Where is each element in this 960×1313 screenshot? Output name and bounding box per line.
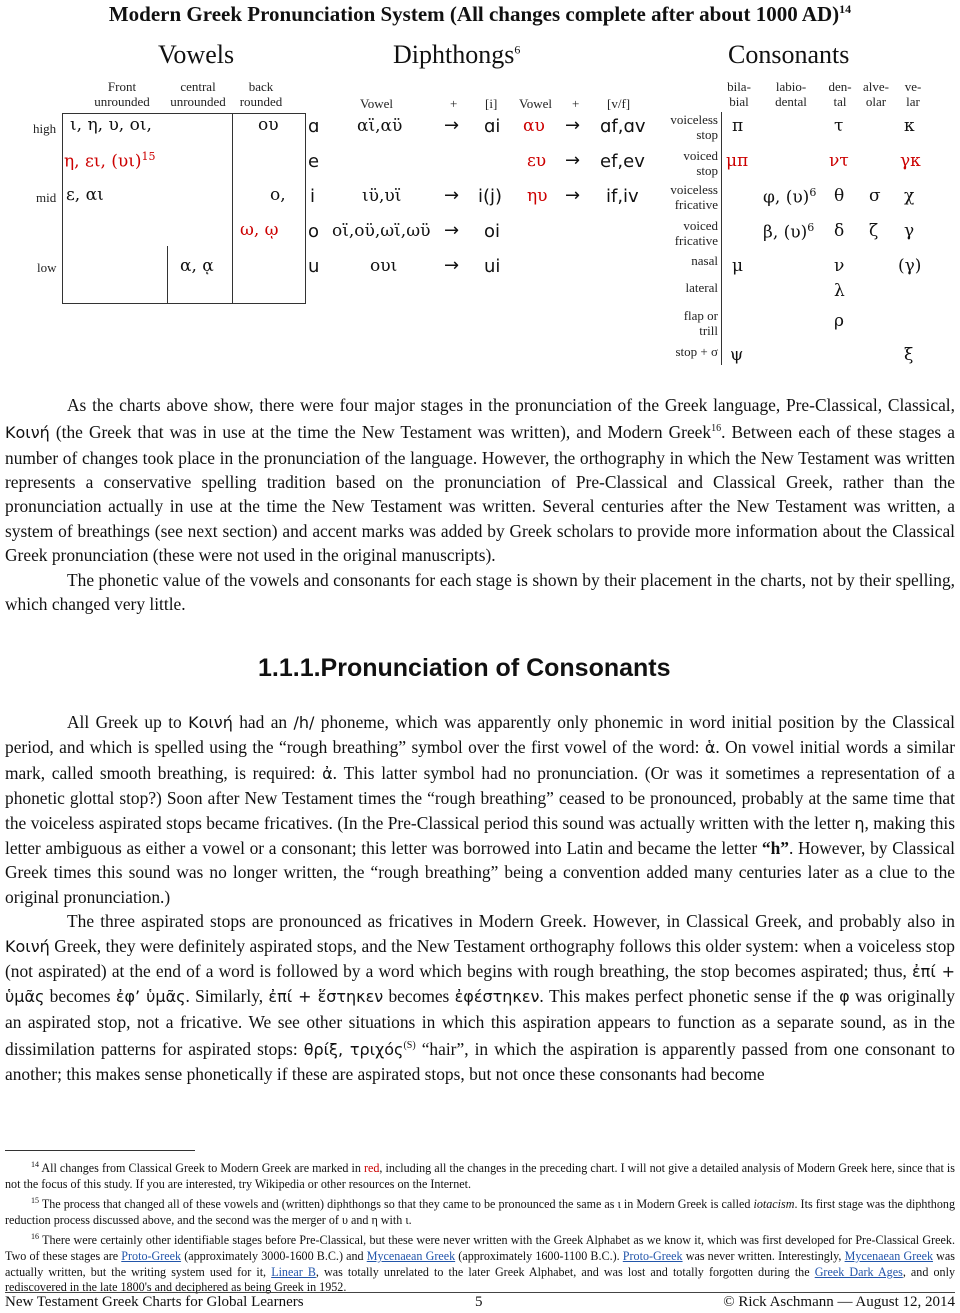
vowel-high2-front: η, ει, $(\upsilon\iota)^{15}$ (64, 150, 156, 172)
cons-lambda: λ (834, 281, 845, 301)
cons-psi: ψ (730, 345, 744, 365)
cons-zeta: ζ (869, 221, 879, 241)
footer-right: © Rick Aschmann — August 12, 2014 (723, 1294, 955, 1310)
vowels-heading: Vowels (158, 40, 235, 69)
diph-hdr-vowel2: Vowel (519, 96, 552, 111)
vowel-row-low: low (37, 260, 57, 275)
paragraph: As the charts above show, there were four major stages in the pronunciation of the Greek language, Pre-Classical, Classical, Κοινή (the Greek that was in use at the time the New Testament was written), and Modern Greek$^{16}$. Between each of these stages a number of changes took place in the pronunciation of the language. However, the orthography in which the New Testament was written represents a conservative spelling tradition based on the pronunciation of Pre-Classical and Classical Greek, rather than the pronunciation actually in use at the time the New Testament was written. Several centuries after the New Testament was written, a system of breathings (see next section) and accent marks was added by Greek scholars to provide more information about the Classical Greek pronunciation (these were not used in the original manuscripts). (5, 395, 955, 566)
diph-result-2: ef,ev (600, 151, 645, 172)
page-title: Modern Greek Pronunciation System (All changes complete after about 1000 AD)$^{14}$ (108, 2, 852, 26)
cons-theta: θ (834, 186, 845, 206)
diph-vowel: i (310, 186, 316, 207)
arrow-icon: → (444, 115, 460, 136)
cons-col-labiodental: labio- dental (775, 79, 807, 109)
diph-greek: ιϋ,υϊ (362, 186, 402, 206)
cons-row-vd-fric: voiced fricative (674, 218, 718, 248)
diph-hdr-vowel1: Vowel (360, 96, 393, 111)
diph-vowel: o (308, 221, 320, 242)
cons-row-flap: flap or trill (683, 308, 718, 338)
diph-greek: αϊ,αϋ (357, 116, 403, 136)
cons-tau: τ (834, 116, 844, 136)
cons-phi: φ, $(\upsilon)^6$ (763, 186, 817, 208)
cons-rho: ρ (834, 311, 844, 331)
diph-vowel: e (308, 151, 320, 172)
cons-gamma: γ (904, 221, 915, 241)
arrow-icon: → (444, 220, 460, 241)
intro-text (5, 393, 955, 616)
diph-result: i(j) (478, 186, 503, 207)
vowel-row-mid: mid (36, 190, 57, 205)
consonants-heading: Consonants (728, 40, 850, 69)
diph-greek: οϊ,οϋ,ωϊ,ωϋ (332, 221, 431, 241)
diphthongs-heading: Diphthongs$^6$ (393, 40, 521, 69)
vowel-high-back: ου (258, 115, 279, 135)
footnote-14: $^{14}$ All changes from Classical Greek to Modern Greek are marked in red, including all the changes in the preceding chart. I will not give a detailed analysis of Modern Greek here, since that is not the focus of this study. If you are interested, try Wikipedia or other resources on the Internet. (5, 1160, 955, 1191)
link-mycenaean-greek[interactable]: Mycenaean Greek (844, 1248, 934, 1263)
cons-row-nasal: nasal (691, 253, 718, 268)
arrow-icon: → (565, 150, 581, 171)
diph-result-2: ɑf,ɑv (600, 116, 646, 137)
paragraph: The phonetic value of the vowels and consonants for each stage is shown by their placement in the charts, not by their spelling, which changed very little. (5, 569, 955, 615)
link-proto-greek[interactable]: Proto-Greek (622, 1248, 683, 1263)
cons-delta: δ (834, 221, 845, 241)
footnote-16: $^{16}$ There were certainly other identifiable stages before Pre-Classical, but these were never written with the Greek Alphabet as we know it, which was first developed for Pre-Classical Greek. Two of these stages are Proto-Greek (approximately 3000-1600 B.C.) and Mycenaean Greek (approximately 1600-1100 B.C.). Proto-Greek was never written. Interestingly, Mycenaean Greek was actually written, but the writing system used for it, Linear B, was totally unrelated to the later Greek Alphabet, and was lost and totally forgotten during the Greek Dark Ages, and only rediscovered in the late 1800's and deciphered as being Greek in 1952. (5, 1231, 955, 1295)
footnote-divider (5, 1150, 195, 1151)
cons-row-vl-fric: voiceless fricative (670, 182, 718, 212)
cons-row-vl-stop: voiceless stop (670, 112, 718, 142)
cons-nt: ντ (829, 151, 849, 171)
diph-result: oi (484, 221, 501, 242)
cons-col-bilabial: bila- bial (727, 79, 751, 109)
paragraph: The three aspirated stops are pronounced as fricatives in Modern Greek. However, in Classical Greek, and probably also in Κοινή Greek, they were definitely aspirated stops, and the New Testament orthography follows this older system: when a voiceless stop (not aspirated) at the end of a word is followed by a word which begins with rough breathing, the stop becomes aspirated; thus, ἐπί + ὑμᾶς becomes ἐφ’ ὑμᾶς. Similarly, ἐπί + ἕστηκεν becomes ἐφέστηκεν. This makes perfect phonetic sense if the φ was originally an aspirated stop, not a fricative. We see other situations in which this aspiration appears to function as a separate sound, as in the dissimilation patterns for aspirated stops: θρίξ, τριχός$^{(S)}$ “hair”, in which the aspiration is apparently passed from one consonant to another; this makes sense phonetically if these are aspirated stops, but not once these consonants had become (5, 911, 955, 1085)
diph-hdr-plus1: + (450, 96, 458, 111)
link-mycenaean-greek[interactable]: Mycenaean Greek (366, 1248, 456, 1263)
diph-result: ɑi (484, 116, 501, 137)
vowel-mid-back: ο, (270, 185, 286, 205)
cons-gk: γκ (900, 151, 921, 171)
section-heading: 1.1.1.Pronunciation of Consonants (258, 654, 671, 682)
cons-pi: π (732, 116, 744, 136)
arrow-icon: → (565, 185, 581, 206)
diph-result-2: if,iv (606, 186, 639, 207)
diph-vowel: u (308, 256, 320, 277)
consonants-text (5, 710, 955, 1087)
cons-nu: ν (834, 256, 845, 276)
vowel-col-central: central unrounded (170, 79, 226, 109)
cons-mu: μ (732, 256, 744, 276)
page-footer (5, 1292, 955, 1311)
link-linear-b[interactable]: Linear B (271, 1264, 316, 1279)
vowel-row-high: high (33, 121, 57, 136)
cons-row-lateral: lateral (685, 280, 718, 295)
footer-left: New Testament Greek Charts for Global Learners (5, 1294, 304, 1310)
diph-greek-2: ευ (527, 151, 547, 171)
cons-row-stop-s: stop + σ (675, 344, 718, 359)
cons-row-vd-stop: voiced stop (683, 148, 718, 178)
vowel-col-front: Front unrounded (94, 79, 150, 109)
cons-col-dental: den- tal (828, 79, 852, 109)
diph-greek-2: ηυ (527, 186, 548, 206)
vowel-mid2-back: ω, ῳ (240, 220, 279, 240)
diph-greek-2: αυ (523, 116, 545, 136)
diph-hdr-vf: [v/f] (607, 96, 631, 111)
arrow-icon: → (444, 185, 460, 206)
vowel-divider-low (167, 246, 168, 304)
vowel-high-front: ι, η, υ, οι, (70, 115, 152, 135)
arrow-icon: → (565, 115, 581, 136)
link-proto-greek[interactable]: Proto-Greek (121, 1248, 182, 1263)
cons-kappa: κ (904, 116, 915, 136)
arrow-icon: → (444, 255, 460, 276)
cons-col-velar: ve- lar (904, 79, 922, 109)
cons-gamma-nasal: (γ) (898, 256, 922, 276)
cons-mp: μπ (726, 151, 749, 171)
cons-beta: β, $(\upsilon)^6$ (763, 221, 815, 243)
link-greek-dark-ages[interactable]: Greek Dark Ages (814, 1264, 903, 1279)
diph-result: ui (484, 256, 501, 277)
cons-chart-line (721, 112, 722, 365)
diph-hdr-i: [i] (485, 96, 498, 111)
footnotes (5, 1157, 955, 1296)
diph-vowel: ɑ (308, 116, 320, 137)
diph-greek: ουι (370, 256, 398, 276)
paragraph: All Greek up to Κοινή had an /h/ phoneme, which was apparently only phonemic in word initial position by the Classical period, and which is spelled using the “rough breathing” symbol over the first vowel of the word: ἁ. On vowel initial words a similar mark, called smooth breathing, is required: ἀ. This latter symbol had no pronunciation. (Or was it sometimes a representation of a phonetic glottal stop?) Soon after New Testament times the “rough breathing” ceased to be pronounced, probably at the same time that the voiceless aspirated stops became fricatives. (In the Pre-Classical period this sound was actually written with the letter η, making this letter ambiguous as either a vowel or a consonant; this letter was borrowed into Latin and became the letter “h”. However, by Classical Greek times this sound was no longer written, the “rough breathing” being a convention added many centuries later as a clue to the original pronunciation.) (5, 712, 955, 907)
diph-hdr-plus2: + (572, 96, 580, 111)
cons-xi: ξ (904, 345, 914, 365)
vowel-mid-front: ε, αι (66, 185, 104, 205)
footnote-15: $^{15}$ The process that changed all of these vowels and (written) diphthongs so that they came to be pronounced the same as ι in Modern Greek is called iotacism. Its first stage was the diphthong reduction process discussed above, and the second was the merger of υ and η with ι. (5, 1195, 955, 1227)
cons-chi: χ (904, 186, 915, 206)
page-number: 5 (475, 1294, 483, 1310)
vowel-col-back: back rounded (239, 79, 283, 109)
cons-sigma: σ (869, 186, 881, 206)
vowel-low-central: α, ᾳ (180, 256, 214, 276)
cons-col-alveolar: alve- olar (863, 79, 889, 109)
